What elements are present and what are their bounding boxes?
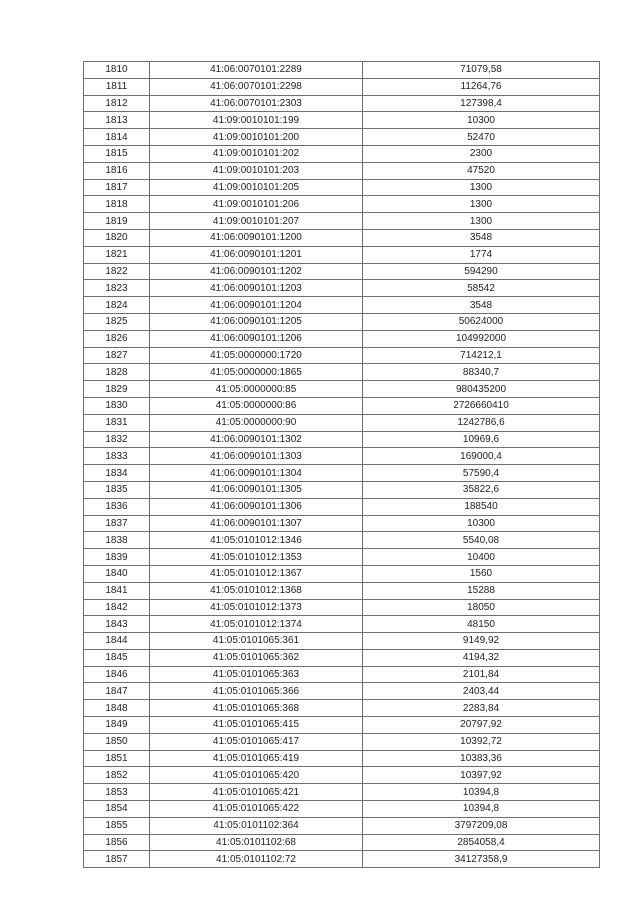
table-row xyxy=(84,62,600,79)
table-row xyxy=(84,733,600,750)
row-number-cell: 1857 xyxy=(84,851,150,868)
row-number-cell: 1826 xyxy=(84,330,150,347)
row-number-cell: 1819 xyxy=(84,213,150,230)
row-number-cell: 1828 xyxy=(84,364,150,381)
row-number-cell: 1836 xyxy=(84,498,150,515)
cadastral-number-cell: 41:06:0070101:2289 xyxy=(150,62,363,79)
cadastral-value-cell: 1560 xyxy=(363,565,600,582)
cadastral-value-cell: 3548 xyxy=(363,297,600,314)
row-number-cell: 1852 xyxy=(84,767,150,784)
cadastral-value-cell: 4194,32 xyxy=(363,649,600,666)
row-number-cell: 1842 xyxy=(84,599,150,616)
cadastral-number-cell: 41:06:0090101:1202 xyxy=(150,263,363,280)
cadastral-number-cell: 41:06:0090101:1302 xyxy=(150,431,363,448)
table-row xyxy=(84,750,600,767)
table-row xyxy=(84,364,600,381)
cadastral-value-cell: 10383,36 xyxy=(363,750,600,767)
cadastral-value-cell: 2403,44 xyxy=(363,683,600,700)
cadastral-value-cell: 127398,4 xyxy=(363,95,600,112)
row-number-cell: 1856 xyxy=(84,834,150,851)
cadastral-number-cell: 41:05:0101012:1373 xyxy=(150,599,363,616)
cadastral-value-cell: 188540 xyxy=(363,498,600,515)
cadastral-number-cell: 41:05:0101065:420 xyxy=(150,767,363,784)
table-row xyxy=(84,616,600,633)
cadastral-value-cell: 1774 xyxy=(363,246,600,263)
row-number-cell: 1823 xyxy=(84,280,150,297)
cadastral-number-cell: 41:06:0070101:2298 xyxy=(150,78,363,95)
cadastral-number-cell: 41:05:0000000:85 xyxy=(150,381,363,398)
table-row xyxy=(84,397,600,414)
cadastral-number-cell: 41:05:0101102:72 xyxy=(150,851,363,868)
cadastral-value-cell: 1242786,6 xyxy=(363,414,600,431)
cadastral-value-cell: 1300 xyxy=(363,213,600,230)
table-row xyxy=(84,817,600,834)
cadastral-value-cell: 1300 xyxy=(363,179,600,196)
row-number-cell: 1831 xyxy=(84,414,150,431)
cadastral-value-cell: 10394,8 xyxy=(363,801,600,818)
row-number-cell: 1849 xyxy=(84,717,150,734)
row-number-cell: 1846 xyxy=(84,666,150,683)
table-row xyxy=(84,465,600,482)
cadastral-number-cell: 41:05:0101065:421 xyxy=(150,784,363,801)
row-number-cell: 1827 xyxy=(84,347,150,364)
cadastral-value-cell: 10969,6 xyxy=(363,431,600,448)
table-row xyxy=(84,700,600,717)
cadastral-number-cell: 41:05:0101012:1374 xyxy=(150,616,363,633)
row-number-cell: 1815 xyxy=(84,145,150,162)
cadastral-number-cell: 41:05:0101102:364 xyxy=(150,817,363,834)
row-number-cell: 1813 xyxy=(84,112,150,129)
table-row xyxy=(84,683,600,700)
cadastral-value-cell: 88340,7 xyxy=(363,364,600,381)
cadastral-number-cell: 41:06:0090101:1304 xyxy=(150,465,363,482)
table-row xyxy=(84,196,600,213)
table-row xyxy=(84,381,600,398)
cadastral-value-cell: 18050 xyxy=(363,599,600,616)
row-number-cell: 1821 xyxy=(84,246,150,263)
cadastral-value-cell: 35822,6 xyxy=(363,481,600,498)
row-number-cell: 1837 xyxy=(84,515,150,532)
cadastral-value-cell: 71079,58 xyxy=(363,62,600,79)
row-number-cell: 1812 xyxy=(84,95,150,112)
cadastral-value-cell: 980435200 xyxy=(363,381,600,398)
table-row xyxy=(84,717,600,734)
table-row xyxy=(84,834,600,851)
cadastral-number-cell: 41:06:0090101:1203 xyxy=(150,280,363,297)
table-row xyxy=(84,801,600,818)
cadastral-value-cell: 5540,08 xyxy=(363,532,600,549)
cadastral-number-cell: 41:05:0000000:1720 xyxy=(150,347,363,364)
row-number-cell: 1814 xyxy=(84,129,150,146)
cadastral-number-cell: 41:05:0101065:422 xyxy=(150,801,363,818)
table-row xyxy=(84,549,600,566)
row-number-cell: 1854 xyxy=(84,801,150,818)
cadastral-number-cell: 41:06:0090101:1204 xyxy=(150,297,363,314)
cadastral-value-cell: 1300 xyxy=(363,196,600,213)
cadastral-value-cell: 58542 xyxy=(363,280,600,297)
table-row xyxy=(84,515,600,532)
row-number-cell: 1839 xyxy=(84,549,150,566)
cadastral-number-cell: 41:09:0010101:203 xyxy=(150,162,363,179)
cadastral-value-table xyxy=(83,61,600,868)
cadastral-value-cell: 10300 xyxy=(363,112,600,129)
table-row xyxy=(84,263,600,280)
row-number-cell: 1820 xyxy=(84,229,150,246)
table-row xyxy=(84,431,600,448)
cadastral-value-cell: 2101,84 xyxy=(363,666,600,683)
cadastral-number-cell: 41:05:0101012:1368 xyxy=(150,582,363,599)
cadastral-number-cell: 41:05:0101012:1353 xyxy=(150,549,363,566)
table-row xyxy=(84,179,600,196)
row-number-cell: 1845 xyxy=(84,649,150,666)
row-number-cell: 1824 xyxy=(84,297,150,314)
table-row xyxy=(84,330,600,347)
cadastral-number-cell: 41:05:0101065:366 xyxy=(150,683,363,700)
row-number-cell: 1822 xyxy=(84,263,150,280)
table-row xyxy=(84,78,600,95)
cadastral-value-cell: 57590,4 xyxy=(363,465,600,482)
cadastral-number-cell: 41:06:0090101:1307 xyxy=(150,515,363,532)
cadastral-number-cell: 41:05:0000000:86 xyxy=(150,397,363,414)
row-number-cell: 1840 xyxy=(84,565,150,582)
cadastral-value-cell: 2854058,4 xyxy=(363,834,600,851)
table-row xyxy=(84,481,600,498)
cadastral-number-cell: 41:05:0101012:1346 xyxy=(150,532,363,549)
cadastral-value-cell: 10400 xyxy=(363,549,600,566)
cadastral-number-cell: 41:09:0010101:206 xyxy=(150,196,363,213)
cadastral-number-cell: 41:05:0101065:361 xyxy=(150,633,363,650)
cadastral-number-cell: 41:05:0101065:362 xyxy=(150,649,363,666)
cadastral-number-cell: 41:06:0070101:2303 xyxy=(150,95,363,112)
table-row xyxy=(84,213,600,230)
cadastral-value-cell: 714212,1 xyxy=(363,347,600,364)
table-row xyxy=(84,414,600,431)
table-row xyxy=(84,145,600,162)
cadastral-value-cell: 2726660410 xyxy=(363,397,600,414)
table-row xyxy=(84,313,600,330)
cadastral-value-cell: 2300 xyxy=(363,145,600,162)
row-number-cell: 1817 xyxy=(84,179,150,196)
cadastral-number-cell: 41:06:0090101:1305 xyxy=(150,481,363,498)
cadastral-value-cell: 20797,92 xyxy=(363,717,600,734)
cadastral-value-cell: 11264,76 xyxy=(363,78,600,95)
table-row xyxy=(84,649,600,666)
cadastral-value-cell: 594290 xyxy=(363,263,600,280)
cadastral-value-cell: 104992000 xyxy=(363,330,600,347)
row-number-cell: 1847 xyxy=(84,683,150,700)
cadastral-value-cell: 10300 xyxy=(363,515,600,532)
cadastral-value-cell: 10392,72 xyxy=(363,733,600,750)
cadastral-number-cell: 41:09:0010101:200 xyxy=(150,129,363,146)
cadastral-number-cell: 41:05:0101065:415 xyxy=(150,717,363,734)
cadastral-number-cell: 41:06:0090101:1205 xyxy=(150,313,363,330)
row-number-cell: 1811 xyxy=(84,78,150,95)
cadastral-number-cell: 41:05:0101065:368 xyxy=(150,700,363,717)
cadastral-number-cell: 41:06:0090101:1201 xyxy=(150,246,363,263)
row-number-cell: 1832 xyxy=(84,431,150,448)
row-number-cell: 1841 xyxy=(84,582,150,599)
cadastral-value-cell: 2283,84 xyxy=(363,700,600,717)
row-number-cell: 1818 xyxy=(84,196,150,213)
cadastral-number-cell: 41:06:0090101:1306 xyxy=(150,498,363,515)
cadastral-number-cell: 41:05:0101065:417 xyxy=(150,733,363,750)
cadastral-value-cell: 15288 xyxy=(363,582,600,599)
cadastral-value-cell: 10394,8 xyxy=(363,784,600,801)
row-number-cell: 1838 xyxy=(84,532,150,549)
table-row xyxy=(84,229,600,246)
cadastral-number-cell: 41:05:0101012:1367 xyxy=(150,565,363,582)
table-row xyxy=(84,666,600,683)
cadastral-value-cell: 3797209,08 xyxy=(363,817,600,834)
table-row xyxy=(84,297,600,314)
table-body xyxy=(84,62,600,868)
table-row xyxy=(84,767,600,784)
table-row xyxy=(84,599,600,616)
table-row xyxy=(84,784,600,801)
cadastral-number-cell: 41:09:0010101:202 xyxy=(150,145,363,162)
cadastral-value-cell: 52470 xyxy=(363,129,600,146)
table-row xyxy=(84,347,600,364)
row-number-cell: 1810 xyxy=(84,62,150,79)
row-number-cell: 1851 xyxy=(84,750,150,767)
table-row xyxy=(84,532,600,549)
row-number-cell: 1830 xyxy=(84,397,150,414)
table-row xyxy=(84,582,600,599)
cadastral-value-cell: 3548 xyxy=(363,229,600,246)
row-number-cell: 1855 xyxy=(84,817,150,834)
cadastral-number-cell: 41:05:0101065:419 xyxy=(150,750,363,767)
cadastral-value-cell: 47520 xyxy=(363,162,600,179)
row-number-cell: 1833 xyxy=(84,448,150,465)
cadastral-value-cell: 50624000 xyxy=(363,313,600,330)
row-number-cell: 1853 xyxy=(84,784,150,801)
cadastral-value-cell: 34127358,9 xyxy=(363,851,600,868)
cadastral-number-cell: 41:09:0010101:207 xyxy=(150,213,363,230)
row-number-cell: 1844 xyxy=(84,633,150,650)
table-row xyxy=(84,112,600,129)
table-row xyxy=(84,448,600,465)
cadastral-number-cell: 41:06:0090101:1206 xyxy=(150,330,363,347)
cadastral-number-cell: 41:09:0010101:199 xyxy=(150,112,363,129)
cadastral-value-cell: 9149,92 xyxy=(363,633,600,650)
cadastral-number-cell: 41:05:0000000:90 xyxy=(150,414,363,431)
row-number-cell: 1829 xyxy=(84,381,150,398)
cadastral-number-cell: 41:06:0090101:1303 xyxy=(150,448,363,465)
row-number-cell: 1835 xyxy=(84,481,150,498)
row-number-cell: 1843 xyxy=(84,616,150,633)
table-row xyxy=(84,162,600,179)
table-row xyxy=(84,95,600,112)
table-row xyxy=(84,246,600,263)
table-row xyxy=(84,280,600,297)
cadastral-value-cell: 169000,4 xyxy=(363,448,600,465)
table-row xyxy=(84,129,600,146)
table-row xyxy=(84,633,600,650)
cadastral-number-cell: 41:05:0101065:363 xyxy=(150,666,363,683)
cadastral-number-cell: 41:06:0090101:1200 xyxy=(150,229,363,246)
table-row xyxy=(84,851,600,868)
row-number-cell: 1848 xyxy=(84,700,150,717)
cadastral-number-cell: 41:05:0101102:68 xyxy=(150,834,363,851)
table-row xyxy=(84,565,600,582)
table-row xyxy=(84,498,600,515)
row-number-cell: 1834 xyxy=(84,465,150,482)
cadastral-value-cell: 10397,92 xyxy=(363,767,600,784)
row-number-cell: 1816 xyxy=(84,162,150,179)
cadastral-number-cell: 41:09:0010101:205 xyxy=(150,179,363,196)
cadastral-number-cell: 41:05:0000000:1865 xyxy=(150,364,363,381)
row-number-cell: 1825 xyxy=(84,313,150,330)
row-number-cell: 1850 xyxy=(84,733,150,750)
cadastral-value-cell: 48150 xyxy=(363,616,600,633)
